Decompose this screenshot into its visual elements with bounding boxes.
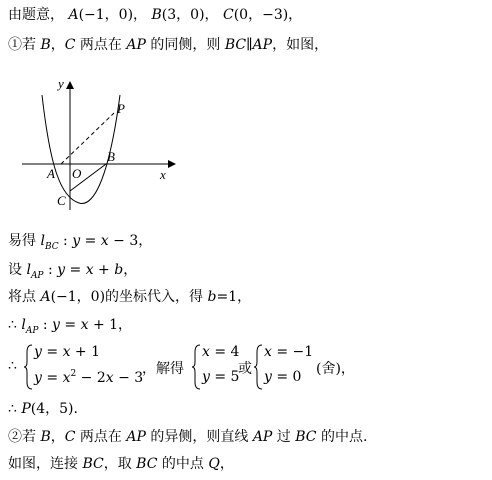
line-ap-result: ∴ $l_{AP}$ : y = x + 1， [8, 317, 133, 336]
midpoint-line: 如图，连接 BC，取 BC 的中点 Q， [8, 456, 234, 472]
point-p-result: ∴ P(4，5). [8, 401, 78, 417]
y-axis-arrow [66, 81, 74, 89]
origin-label: O [72, 166, 82, 181]
case-one-line: ①若 B，C 两点在 AP 的同侧，则 BC∥AP，如图， [8, 37, 329, 53]
system-2-row-2: y = 5 [202, 369, 240, 385]
brace-2 [192, 344, 202, 390]
point-label-c: C [57, 193, 66, 208]
line-ap-assume: 设 $l_{AP}$ : y = x + b， [8, 262, 138, 281]
case-two-line: ②若 B，C 两点在 AP 的异侧，则直线 AP 过 BC 的中点. [8, 429, 368, 445]
system-solution-row: ∴ y = x + 1 $y = x^2 - 2x - 3$ ，解得 x = 4 y = 5 或 x = −1 y = 0 (舍)， [8, 342, 488, 392]
point-label-a: A [47, 166, 55, 181]
point-label-p: P [117, 101, 125, 116]
point-label-b: B [107, 149, 115, 164]
parabola-figure [20, 75, 180, 215]
brace-1 [24, 344, 34, 390]
intro-line: 由题意， A(−1，0)， B(3，0)， C(0，−3)， [8, 7, 303, 23]
axis-label-x: x [160, 167, 166, 182]
system-1-row-2: $y = x^2 - 2x - 3$ [34, 369, 144, 386]
brace-3 [254, 344, 264, 390]
system-3-row-2: y = 0 [264, 369, 302, 385]
substitute-line: 将点 A(−1，0)的坐标代入，得 b=1， [8, 289, 252, 305]
system-3-row-1: x = −1 [264, 344, 314, 360]
system-2-row-1: x = 4 [202, 344, 240, 360]
x-axis-arrow [168, 160, 176, 168]
line-bc-equation: 易得 $l_{BC}$ : y = x − 3， [8, 233, 153, 252]
system-1-row-1: y = x + 1 [34, 344, 101, 360]
axis-label-y: y [58, 76, 64, 91]
